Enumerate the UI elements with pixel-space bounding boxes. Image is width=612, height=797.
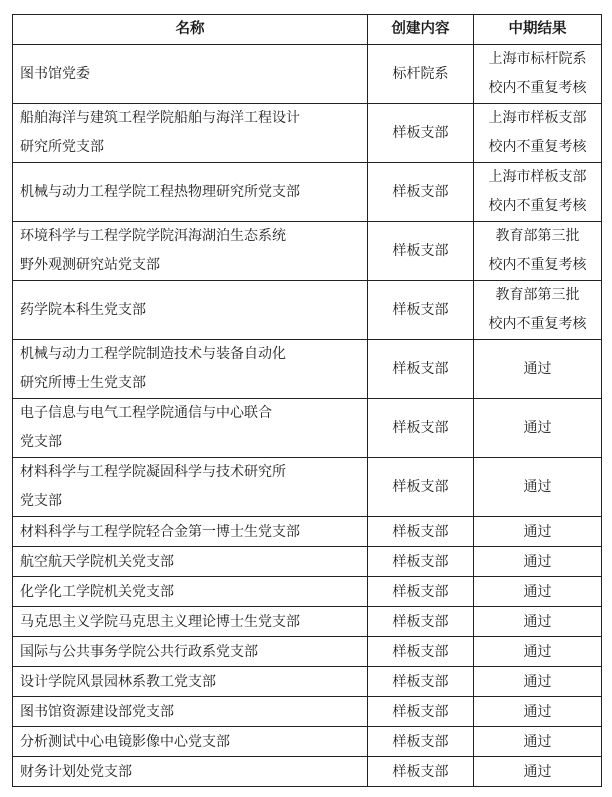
cell-result xyxy=(474,577,602,607)
cell-name xyxy=(13,399,368,458)
table-row xyxy=(13,577,602,607)
cell-result-line: 上海市标杆院系 xyxy=(488,51,587,67)
cell-name-line: 设计学院风景园林系教工党支部 xyxy=(20,673,216,690)
cell-result xyxy=(474,697,602,727)
cell-result-line: 通过 xyxy=(523,478,552,495)
cell-name-line: 图书馆资源建设部党支部 xyxy=(20,703,174,720)
cell-name xyxy=(13,547,368,577)
cell-type: 样板支部 xyxy=(368,222,474,281)
cell-type: 样板支部 xyxy=(368,577,474,607)
table-row xyxy=(13,517,602,547)
cell-name xyxy=(13,281,368,340)
cell-result-line: 校内不重复考核 xyxy=(488,316,587,332)
cell-name-line: 船舶海洋与建筑工程学院船舶与海洋工程设计 xyxy=(20,110,300,126)
cell-type: 样板支部 xyxy=(368,281,474,340)
cell-result-line: 通过 xyxy=(523,523,552,540)
cell-name-line: 环境科学与工程学院学院洱海湖泊生态系统 xyxy=(20,228,286,244)
cell-type: 样板支部 xyxy=(368,637,474,667)
cell-name-line: 马克思主义学院马克思主义理论博士生党支部 xyxy=(20,613,300,630)
cell-result xyxy=(474,45,602,104)
cell-result-line: 上海市样板支部 xyxy=(488,110,587,126)
table-row xyxy=(13,607,602,637)
table-row xyxy=(13,727,602,757)
cell-name-line: 材料科学与工程学院凝固科学与技术研究所 xyxy=(20,464,286,480)
cell-result xyxy=(474,281,602,340)
cell-result-line: 通过 xyxy=(523,613,552,630)
cell-name xyxy=(13,757,368,787)
cell-name-line: 研究所博士生党支部 xyxy=(20,375,146,391)
header-result: 中期结果 xyxy=(474,15,602,45)
cell-result-line: 通过 xyxy=(523,583,552,600)
cell-type: 样板支部 xyxy=(368,607,474,637)
table-row xyxy=(13,697,602,727)
table-row xyxy=(13,104,602,163)
cell-name-line: 机械与动力工程学院制造技术与装备自动化 xyxy=(20,346,286,362)
cell-name-line: 研究所党支部 xyxy=(20,139,104,155)
cell-result xyxy=(474,104,602,163)
header-name: 名称 xyxy=(13,15,368,45)
cell-result xyxy=(474,340,602,399)
table-row xyxy=(13,163,602,222)
cell-name xyxy=(13,697,368,727)
table-row xyxy=(13,45,602,104)
cell-type: 样板支部 xyxy=(368,697,474,727)
cell-result xyxy=(474,458,602,517)
cell-name xyxy=(13,667,368,697)
cell-name-line: 野外观测研究站党支部 xyxy=(20,257,160,273)
cell-name xyxy=(13,222,368,281)
cell-result-line: 通过 xyxy=(523,360,552,377)
table-body xyxy=(13,45,602,787)
cell-name-line: 财务计划处党支部 xyxy=(20,763,132,780)
cell-result-line: 通过 xyxy=(523,763,552,780)
cell-type: 样板支部 xyxy=(368,517,474,547)
cell-result xyxy=(474,222,602,281)
cell-type: 样板支部 xyxy=(368,104,474,163)
cell-result xyxy=(474,637,602,667)
table-row xyxy=(13,757,602,787)
cell-name-line: 党支部 xyxy=(20,493,62,509)
cell-result-line: 通过 xyxy=(523,643,552,660)
cell-result-line: 教育部第三批 xyxy=(495,287,580,303)
cell-name-line: 分析测试中心电镜影像中心党支部 xyxy=(20,733,230,750)
cell-result xyxy=(474,163,602,222)
cell-result xyxy=(474,727,602,757)
cell-result-line: 通过 xyxy=(523,733,552,750)
cell-name xyxy=(13,163,368,222)
results-table xyxy=(12,14,602,787)
cell-type: 样板支部 xyxy=(368,458,474,517)
cell-result-line: 校内不重复考核 xyxy=(488,198,587,214)
cell-result xyxy=(474,517,602,547)
cell-name xyxy=(13,607,368,637)
cell-name-line: 药学院本科生党支部 xyxy=(20,301,146,318)
cell-name xyxy=(13,458,368,517)
header-row xyxy=(13,15,602,45)
table-row xyxy=(13,281,602,340)
cell-type: 样板支部 xyxy=(368,340,474,399)
cell-result-line: 上海市样板支部 xyxy=(488,169,587,185)
cell-name-line: 机械与动力工程学院工程热物理研究所党支部 xyxy=(20,183,300,200)
table-row xyxy=(13,399,602,458)
cell-name-line: 国际与公共事务学院公共行政系党支部 xyxy=(20,643,258,660)
cell-result-line: 教育部第三批 xyxy=(495,228,580,244)
cell-result xyxy=(474,547,602,577)
cell-type: 样板支部 xyxy=(368,399,474,458)
table-row xyxy=(13,340,602,399)
cell-type: 样板支部 xyxy=(368,757,474,787)
table-row xyxy=(13,547,602,577)
cell-result-line: 通过 xyxy=(523,553,552,570)
cell-result-line: 校内不重复考核 xyxy=(488,139,587,155)
cell-name xyxy=(13,45,368,104)
cell-name xyxy=(13,104,368,163)
table-row xyxy=(13,458,602,517)
cell-name xyxy=(13,727,368,757)
cell-type: 标杆院系 xyxy=(368,45,474,104)
cell-result-line: 校内不重复考核 xyxy=(488,257,587,273)
table-row xyxy=(13,667,602,697)
cell-name-line: 化学化工学院机关党支部 xyxy=(20,583,174,600)
cell-result xyxy=(474,757,602,787)
cell-type: 样板支部 xyxy=(368,667,474,697)
table-row xyxy=(13,222,602,281)
cell-name xyxy=(13,517,368,547)
cell-name xyxy=(13,340,368,399)
cell-name-line: 电子信息与电气工程学院通信与中心联合 xyxy=(20,405,272,421)
cell-result xyxy=(474,399,602,458)
cell-result xyxy=(474,607,602,637)
cell-result-line: 通过 xyxy=(523,703,552,720)
header-type: 创建内容 xyxy=(368,15,474,45)
cell-type: 样板支部 xyxy=(368,727,474,757)
cell-name-line: 航空航天学院机关党支部 xyxy=(20,553,174,570)
cell-name xyxy=(13,637,368,667)
cell-result xyxy=(474,667,602,697)
cell-result-line: 通过 xyxy=(523,673,552,690)
cell-result-line: 通过 xyxy=(523,419,552,436)
table-row xyxy=(13,637,602,667)
cell-name-line: 图书馆党委 xyxy=(20,65,90,82)
cell-name-line: 材料科学与工程学院轻合金第一博士生党支部 xyxy=(20,523,300,540)
cell-name-line: 党支部 xyxy=(20,434,62,450)
cell-result-line: 校内不重复考核 xyxy=(488,80,587,96)
cell-name xyxy=(13,577,368,607)
cell-type: 样板支部 xyxy=(368,547,474,577)
cell-type: 样板支部 xyxy=(368,163,474,222)
